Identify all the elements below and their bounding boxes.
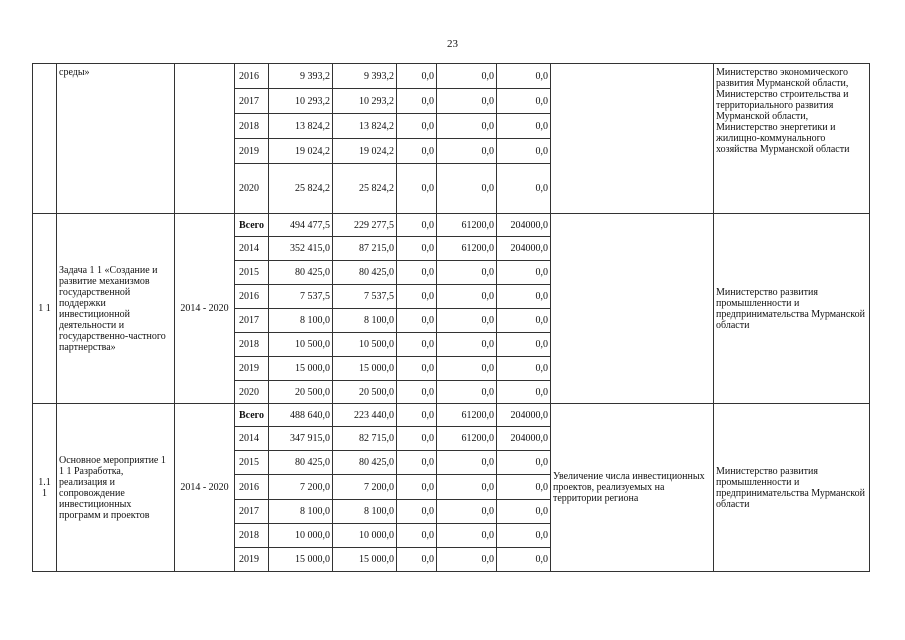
local-cell: 0,0 bbox=[437, 548, 497, 572]
regional-cell: 10 293,2 bbox=[333, 89, 397, 114]
extra-cell: 204000,0 bbox=[497, 237, 551, 261]
extra-cell: 0,0 bbox=[497, 164, 551, 214]
extra-cell: 0,0 bbox=[497, 524, 551, 548]
total-cell: 19 024,2 bbox=[269, 139, 333, 164]
year-cell: 2020 bbox=[235, 164, 269, 214]
local-cell: 0,0 bbox=[437, 475, 497, 500]
local-cell: 0,0 bbox=[437, 309, 497, 333]
executor-cell: Министерство развития промышленности и предпринимательства Мурманской области bbox=[714, 214, 870, 404]
federal-cell: 0,0 bbox=[397, 333, 437, 357]
total-cell: 80 425,0 bbox=[269, 451, 333, 475]
executor-cell: Министерство развития промышленности и предпринимательства Мурманской области bbox=[714, 404, 870, 572]
federal-cell: 0,0 bbox=[397, 64, 437, 89]
item-number-cell: 1 1 bbox=[33, 214, 57, 404]
federal-cell: 0,0 bbox=[397, 475, 437, 500]
local-cell: 0,0 bbox=[437, 333, 497, 357]
regional-cell: 10 500,0 bbox=[333, 333, 397, 357]
year-cell: Всего bbox=[235, 404, 269, 427]
local-cell: 0,0 bbox=[437, 64, 497, 89]
total-cell: 10 000,0 bbox=[269, 524, 333, 548]
total-cell: 80 425,0 bbox=[269, 261, 333, 285]
year-cell: Всего bbox=[235, 214, 269, 237]
regional-cell: 229 277,5 bbox=[333, 214, 397, 237]
year-cell: 2019 bbox=[235, 548, 269, 572]
regional-cell: 82 715,0 bbox=[333, 427, 397, 451]
executor-cell: Министерство экономического развития Мурманской области, Министерство строительства и территориального развития Мурманской области, Министерство энергетики и жилищно-коммунального хозяйства Мурманской области bbox=[714, 64, 870, 214]
year-cell: 2015 bbox=[235, 261, 269, 285]
total-cell: 25 824,2 bbox=[269, 164, 333, 214]
total-cell: 10 500,0 bbox=[269, 333, 333, 357]
regional-cell: 25 824,2 bbox=[333, 164, 397, 214]
regional-cell: 15 000,0 bbox=[333, 548, 397, 572]
result-cell bbox=[551, 64, 714, 214]
federal-cell: 0,0 bbox=[397, 261, 437, 285]
year-cell: 2014 bbox=[235, 427, 269, 451]
local-cell: 0,0 bbox=[437, 285, 497, 309]
page-number: 23 bbox=[447, 38, 458, 50]
year-cell: 2019 bbox=[235, 139, 269, 164]
regional-cell: 13 824,2 bbox=[333, 114, 397, 139]
local-cell: 0,0 bbox=[437, 500, 497, 524]
extra-cell: 0,0 bbox=[497, 548, 551, 572]
year-cell: 2014 bbox=[235, 237, 269, 261]
total-cell: 494 477,5 bbox=[269, 214, 333, 237]
table-row bbox=[33, 404, 870, 427]
local-cell: 0,0 bbox=[437, 114, 497, 139]
year-cell: 2017 bbox=[235, 500, 269, 524]
local-cell: 0,0 bbox=[437, 381, 497, 404]
year-cell: 2016 bbox=[235, 64, 269, 89]
extra-cell: 0,0 bbox=[497, 285, 551, 309]
total-cell: 15 000,0 bbox=[269, 548, 333, 572]
federal-cell: 0,0 bbox=[397, 381, 437, 404]
total-cell: 347 915,0 bbox=[269, 427, 333, 451]
extra-cell: 0,0 bbox=[497, 381, 551, 404]
total-cell: 10 293,2 bbox=[269, 89, 333, 114]
regional-cell: 15 000,0 bbox=[333, 357, 397, 381]
federal-cell: 0,0 bbox=[397, 139, 437, 164]
federal-cell: 0,0 bbox=[397, 524, 437, 548]
year-cell: 2018 bbox=[235, 114, 269, 139]
result-cell bbox=[551, 214, 714, 404]
extra-cell: 0,0 bbox=[497, 309, 551, 333]
period-cell: 2014 - 2020 bbox=[175, 214, 235, 404]
regional-cell: 8 100,0 bbox=[333, 500, 397, 524]
year-cell: 2019 bbox=[235, 357, 269, 381]
period-cell bbox=[175, 64, 235, 214]
total-cell: 8 100,0 bbox=[269, 500, 333, 524]
regional-cell: 80 425,0 bbox=[333, 261, 397, 285]
extra-cell: 0,0 bbox=[497, 139, 551, 164]
regional-cell: 223 440,0 bbox=[333, 404, 397, 427]
result-cell: Увеличение числа инвестиционных проектов, реализуемых на территории региона bbox=[551, 404, 714, 572]
table-row bbox=[33, 214, 870, 237]
local-cell: 61200,0 bbox=[437, 214, 497, 237]
regional-cell: 10 000,0 bbox=[333, 524, 397, 548]
item-number-cell bbox=[33, 64, 57, 214]
year-cell: 2015 bbox=[235, 451, 269, 475]
item-name-cell: среды» bbox=[57, 64, 175, 214]
local-cell: 0,0 bbox=[437, 451, 497, 475]
extra-cell: 204000,0 bbox=[497, 427, 551, 451]
total-cell: 352 415,0 bbox=[269, 237, 333, 261]
federal-cell: 0,0 bbox=[397, 548, 437, 572]
period-cell: 2014 - 2020 bbox=[175, 404, 235, 572]
extra-cell: 204000,0 bbox=[497, 404, 551, 427]
local-cell: 0,0 bbox=[437, 261, 497, 285]
total-cell: 13 824,2 bbox=[269, 114, 333, 139]
total-cell: 8 100,0 bbox=[269, 309, 333, 333]
program-table bbox=[32, 63, 870, 572]
total-cell: 7 537,5 bbox=[269, 285, 333, 309]
federal-cell: 0,0 bbox=[397, 357, 437, 381]
local-cell: 61200,0 bbox=[437, 404, 497, 427]
regional-cell: 9 393,2 bbox=[333, 64, 397, 89]
local-cell: 0,0 bbox=[437, 524, 497, 548]
extra-cell: 0,0 bbox=[497, 114, 551, 139]
regional-cell: 20 500,0 bbox=[333, 381, 397, 404]
local-cell: 0,0 bbox=[437, 139, 497, 164]
regional-cell: 7 537,5 bbox=[333, 285, 397, 309]
federal-cell: 0,0 bbox=[397, 214, 437, 237]
federal-cell: 0,0 bbox=[397, 89, 437, 114]
extra-cell: 0,0 bbox=[497, 500, 551, 524]
local-cell: 0,0 bbox=[437, 164, 497, 214]
total-cell: 7 200,0 bbox=[269, 475, 333, 500]
federal-cell: 0,0 bbox=[397, 451, 437, 475]
regional-cell: 19 024,2 bbox=[333, 139, 397, 164]
federal-cell: 0,0 bbox=[397, 285, 437, 309]
local-cell: 0,0 bbox=[437, 89, 497, 114]
total-cell: 20 500,0 bbox=[269, 381, 333, 404]
year-cell: 2017 bbox=[235, 309, 269, 333]
year-cell: 2020 bbox=[235, 381, 269, 404]
year-cell: 2016 bbox=[235, 285, 269, 309]
regional-cell: 8 100,0 bbox=[333, 309, 397, 333]
federal-cell: 0,0 bbox=[397, 114, 437, 139]
item-number-cell: 1.1 1 bbox=[33, 404, 57, 572]
extra-cell: 0,0 bbox=[497, 64, 551, 89]
table-row bbox=[33, 64, 870, 89]
item-name-cell: Основное мероприятие 1 1 1 Разработка, реализация и сопровождение инвестиционных программ и проектов bbox=[57, 404, 175, 572]
federal-cell: 0,0 bbox=[397, 237, 437, 261]
regional-cell: 87 215,0 bbox=[333, 237, 397, 261]
extra-cell: 0,0 bbox=[497, 261, 551, 285]
local-cell: 61200,0 bbox=[437, 237, 497, 261]
regional-cell: 80 425,0 bbox=[333, 451, 397, 475]
extra-cell: 0,0 bbox=[497, 451, 551, 475]
total-cell: 488 640,0 bbox=[269, 404, 333, 427]
local-cell: 0,0 bbox=[437, 357, 497, 381]
federal-cell: 0,0 bbox=[397, 404, 437, 427]
year-cell: 2018 bbox=[235, 333, 269, 357]
item-name-cell: Задача 1 1 «Создание и развитие механизмов государственной поддержки инвестиционной деятельности и государственно-частного партнерства» bbox=[57, 214, 175, 404]
federal-cell: 0,0 bbox=[397, 427, 437, 451]
extra-cell: 0,0 bbox=[497, 357, 551, 381]
extra-cell: 0,0 bbox=[497, 475, 551, 500]
federal-cell: 0,0 bbox=[397, 500, 437, 524]
federal-cell: 0,0 bbox=[397, 164, 437, 214]
year-cell: 2017 bbox=[235, 89, 269, 114]
extra-cell: 0,0 bbox=[497, 333, 551, 357]
extra-cell: 0,0 bbox=[497, 89, 551, 114]
regional-cell: 7 200,0 bbox=[333, 475, 397, 500]
total-cell: 15 000,0 bbox=[269, 357, 333, 381]
local-cell: 61200,0 bbox=[437, 427, 497, 451]
federal-cell: 0,0 bbox=[397, 309, 437, 333]
year-cell: 2018 bbox=[235, 524, 269, 548]
extra-cell: 204000,0 bbox=[497, 214, 551, 237]
year-cell: 2016 bbox=[235, 475, 269, 500]
total-cell: 9 393,2 bbox=[269, 64, 333, 89]
